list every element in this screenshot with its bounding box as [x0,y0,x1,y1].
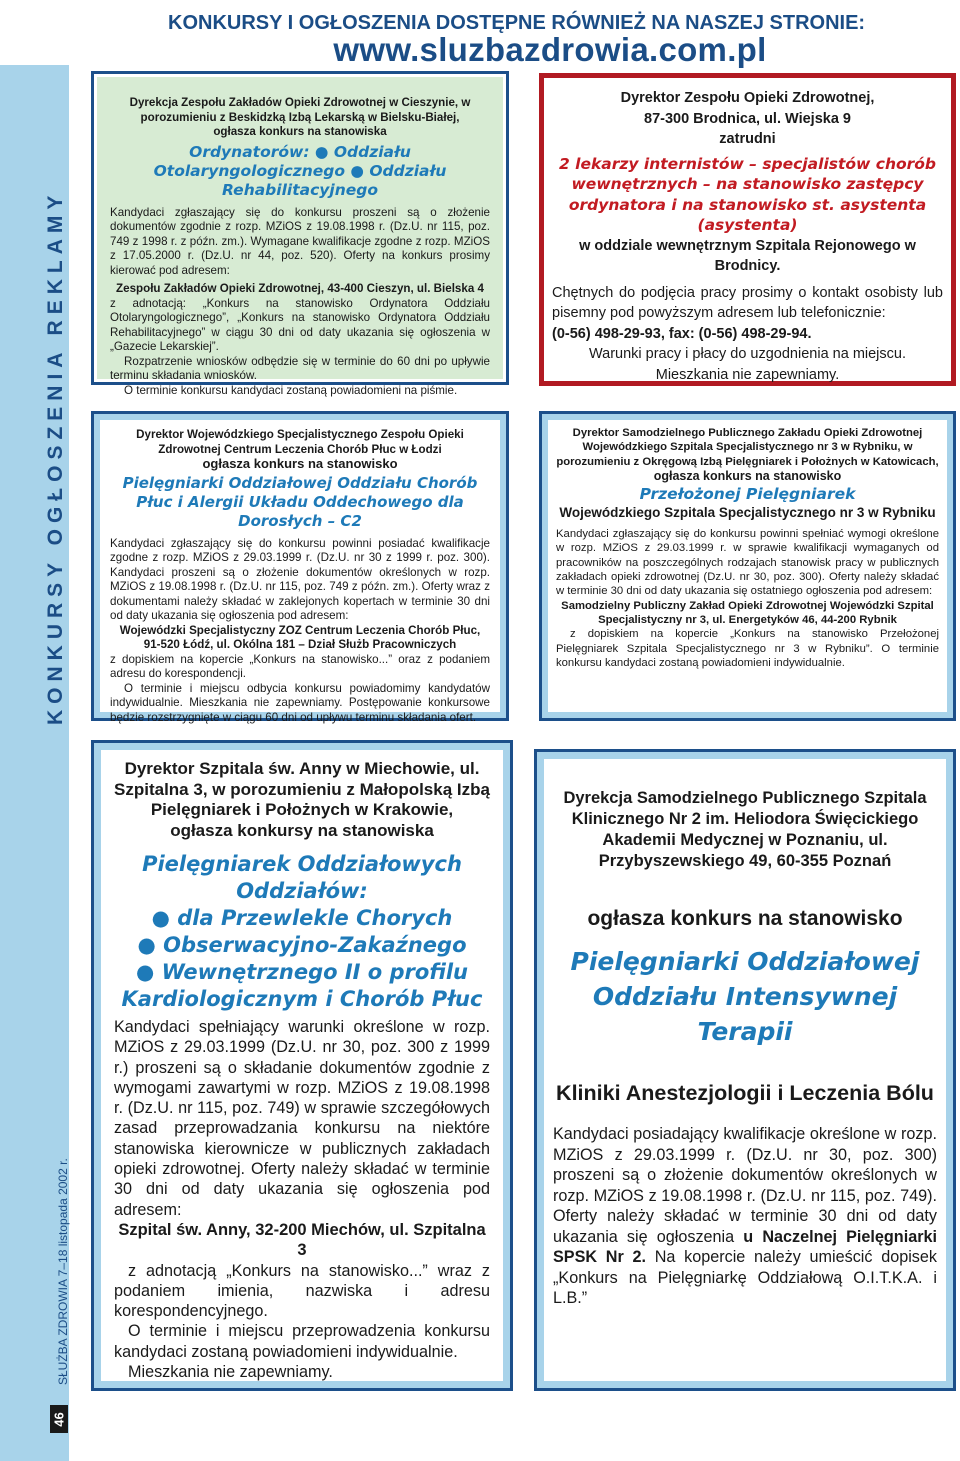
ad-brodnica [539,73,956,386]
ad-body: Mieszkania nie zapewniamy. [128,1363,333,1382]
ad-body: O terminie i miejscu przeprowadzenia konkursu kandydaci zostaną powiadomieni indywidualnie. [114,1322,490,1361]
ad-miechow [91,740,513,1391]
ad-announce: ogłasza konkurs na stanowiska [213,125,387,138]
ad-poznan [534,749,956,1391]
ad-lodz [91,411,509,724]
ad-body: O terminie i miejscu odbycia konkursu powiadomimy kandydatów indywidualnie. Mieszkania nie zapewniamy. Postępowanie konkursowe będzie rozstrzygnięte w ciągu 60 dni od upływu terminu składania ofert. [110,681,490,724]
ad-intro: Dyrektor Szpitala św. Anny w Miechowie, ul. Szpitalna 3, w porozumieniu z Małopolską Izbą Pielęgniarek i Położnych w Krakowie, [114,759,490,819]
ad-announce: ogłasza konkursy na stanowiska [170,820,434,840]
ad-intro: Dyrekcja Samodzielnego Publicznego Szpitala Klinicznego Nr 2 im. Heliodora Święcickiego Akademii Medycznej w Poznaniu, ul. Przybyszewskiego 49, 60-355 Poznań [563,789,927,870]
ad-body: Kandydaci zgłaszający się do konkursu proszeni są o złożenie dokumentów zgodnie z rozp. MZiOS z 19.08.1998 r. (Dz.U. nr 115, poz. 749 z 1998 r. z późn. zm.). Wymagane kwalifikacje zgodne z rozp. MZiOS z 17.05.2000 r. (Dz.U. nr 44, poz. 520). Oferty na konkurs prosimy kierować pod adresem: [110,205,490,277]
ad-body: Mieszkania nie zapewniamy. [655,366,840,383]
ad-intro: Dyrektor Wojewódzkiego Specjalistycznego Zespołu Opieki Zdrowotnej Centrum Leczenia Chorób Płuc w Łodzi [136,428,464,456]
ad-body: Kandydaci zgłaszający się do konkursu powinni spełniać wymogi określone w rozp. MZiOS z 29.03.1999 r. w sprawie kwalifikacji wymaganych od pracowników na poszczególnych rodzajach stanowisk pracy w publicznych zakładach opieki zdrowotnej (Dz.U. nr 30, poz. 300). Oferty należy składać w terminie 30 dni od daty ukazania się ostatniego ogłoszenia pod adresem: [556,528,939,598]
ad-address: 87-300 Brodnica, ul. Wiejska 9 [644,110,851,127]
ad-address: Samodzielny Publiczny Zakład Opieki Zdrowotnej Wojewódzki Szpital Specjalistyczny nr 3, ul. Energetyków 46, 44-200 Rybnik [561,599,934,626]
ad-body: z adnotacją: „Konkurs na stanowisko Ordynatora Oddziału Otolaryngologicznego”, „Konkurs na stanowisko Ordynatora Oddziału Rehabilitacyjnego” w ciągu 30 dni od daty ukazania się ogłoszenia w „Gazecie Lekarskiej”. [110,296,490,353]
ad-title: Pielęgniarek Oddziałowych Oddziałów: [142,852,462,903]
ad-body: Kandydaci zgłaszający się do konkursu powinni posiadać kwalifikacje zgodne z rozp. MZiOS z 29.03.1999 r. (Dz.U. nr 30 z 1999 r. poz. 300). Kandydaci proszeni są o złożenie dokumentów określonych w rozp. MZiOS z 19.08.1998 r. (Dz.U. nr 115, poz. 749 z późn. zm.). Oferty wraz z dokumentami należy składać w zaklejonych kopertach w terminie 30 dni od daty ukazania się ogłoszenia pod adresem: [110,536,490,622]
ad-ward: w oddziale wewnętrznym Szpitala Rejonowego w Brodnicy. [579,237,916,274]
website-link[interactable]: www.sluzbazdrowia.com.pl [333,31,767,68]
ad-body: Rozpatrzenie wniosków odbędzie się w terminie do 60 dni po upływie terminu składania wniosków. [110,354,490,382]
ad-body: Warunki pracy i płacy do uzgodnienia na miejscu. [588,346,906,362]
ad-recipient: u Naczelnej Pielęgniarki SPSK Nr 2. [553,1227,937,1266]
issue-footer: SŁUŻBA ZDROWIA 7–18 listopada 2002 r. [56,1158,70,1385]
page-header: KONKURSY I OGŁOSZENIA DOSTĘPNE RÓWNIEŻ NA NASZEJ STRONIE: [168,12,866,34]
ad-title: Pielęgniarki Oddziałowej Oddziału Chorób Płuc i Alergii Układu Oddechowego dla Dorosłych – C2 [122,473,478,530]
page-number: 46 [50,1405,68,1433]
ad-phone: (0-56) 498-29-93, fax: (0-56) 498-29-94. [552,325,812,342]
ad-body-text: Kandydaci posiadający kwalifikacje określone w rozp. MZiOS z 29.03.1999 r. (Dz.U. nr 30, poz. 300) proszeni są o złożenie dokumentów określonych w rozp. MZiOS z 19.08.1998 r. (Dz.U. nr 115, poz. 749). Oferty należy składać w terminie 30 dni od daty ukazania się ogłoszenia [553,1125,937,1246]
ad-body: O terminie konkursu kandydaci zostaną powiadomieni na piśmie. [124,383,458,397]
ad-body: z dopiskiem na kopercie „Konkurs na stanowisko Przełożonej Pielęgniarek Szpitala Specjalistycznego nr 3 w Rybniku”. O terminie konkursu kandydaci zostaną powiadomieni indywidualnie. [556,628,939,669]
ad-title: Ordynatorów: ● Oddziału Otolaryngologicznego ● Oddziału Rehabilitacyjnego [153,142,447,199]
ad-intro: Dyrektor Zespołu Opieki Zdrowotnej, [620,90,875,106]
ad-title: Pielęgniarki Oddziałowej Oddziału Intensywnej Terapii [570,947,920,1046]
ad-title: Przełożonej Pielęgniarek [639,485,856,504]
ad-address: Szpital św. Anny, 32-200 Miechów, ul. Szpitalna 3 [118,1220,486,1260]
ad-body: z adnotacją „Konkurs na stanowisko...” wraz z podaniem imienia, nazwiska i adresu korespondencyjnego. [114,1261,490,1321]
ad-body: Kandydaci spełniający warunki określone w rozp. MZiOS z 29.03.1999 (Dz.U. nr 30, poz. 300 z 1999 r.) proszeni są o składanie dokumentów zgodnie z wymogami zawartymi w rozp. MZiOS z 19.08.1998 r. (Dz.U. nr 115, poz. 749) w sprawie szczegółowych zasad przeprowadzania konkursu na niektóre stanowiska kierownicze w publicznych zakładach opieki zdrowotnej. Oferty należy składać w terminie 30 dni od daty ukazania się ogłoszenia pod adresem: [114,1018,490,1219]
ad-announce: zatrudni [719,131,776,147]
ad-intro: Dyrektor Samodzielnego Publicznego Zakładu Opieki Zdrowotnej Wojewódzkiego Szpitala Specjalistycznego nr 3 w Rybniku, w porozumieniu z Okręgową Izbą Pielęgniarek i Położnych w Katowicach, [556,427,939,468]
ad-title-item: ● dla Przewlekle Chorych [151,906,453,930]
ad-body: Chętnych do podjęcia pracy prosimy o kontakt osobisty lub pisemny pod powyższym adresem lub telefonicznie: [552,284,943,321]
ad-announce: ogłasza konkurs na stanowisko [653,468,842,483]
ad-announce: ogłasza konkurs na stanowisko [587,907,903,930]
ad-cieszyn [91,71,509,397]
sidebar-section-title: KONKURSY OGŁOSZENIA REKLAMY [44,189,67,725]
ad-title-item: ● Wewnętrznego II o profilu Kardiologicznym i Chorób Płuc [121,960,483,1011]
ad-address: Wojewódzki Specjalistyczny ZOZ Centrum Leczenia Chorób Płuc, 91-520 Łódź, ul. Okólna 181 – Dział Służb Pracowniczych [119,623,481,651]
ad-title: 2 lekarzy internistów – specjalistów chorób wewnętrznych – na stanowisko zastępcy ordynatora i na stanowisko st. asystenta (asystenta) [558,154,937,234]
ad-address: Zespołu Zakładów Opieki Zdrowotnej, 43-400 Cieszyn, ul. Bielska 4 [116,282,484,295]
ad-clinic: Kliniki Anestezjologii i Leczenia Bólu [556,1081,934,1105]
ad-body: z dopiskiem na kopercie „Konkurs na stanowisko...” oraz z podaniem adresu do korespondencji. [110,652,490,680]
ad-rybnik [539,411,956,721]
ad-body [553,1124,937,1309]
ad-title-item: ● Obserwacyjno-Zakaźnego [137,933,467,957]
ad-body-text: Na kopercie należy umieścić dopisek „Konkurs na Pielęgniarkę Oddziałową O.I.T.K.A. i L.B.” [553,1248,937,1307]
ad-intro: Dyrekcja Zespołu Zakładów Opieki Zdrowotnej w Cieszynie, w porozumieniu z Beskidzką Izbą Lekarską w Bielsku-Białej, [129,96,471,124]
ad-subtitle: Wojewódzkiego Szpitala Specjalistycznego nr 3 w Rybniku [559,505,936,521]
ad-announce: ogłasza konkurs na stanowisko [202,456,398,471]
